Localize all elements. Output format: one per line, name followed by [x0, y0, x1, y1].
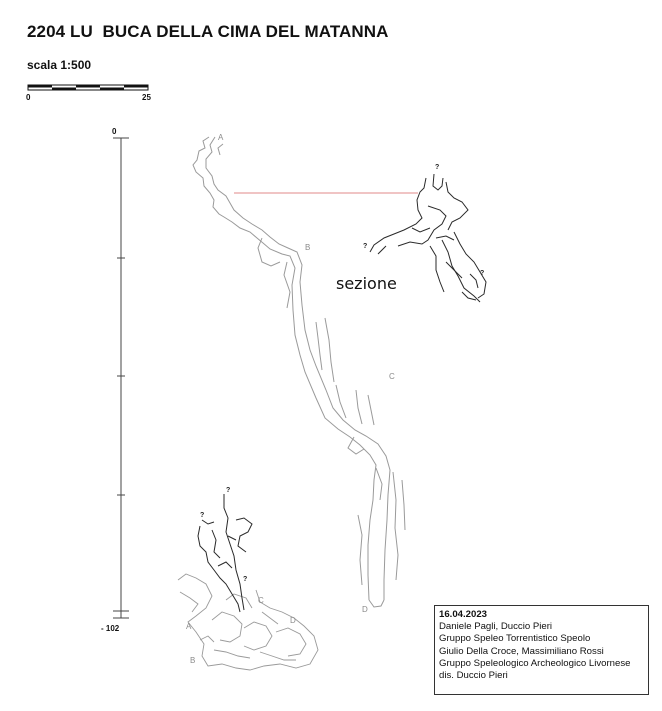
credits-box — [434, 605, 649, 695]
plan-point-c: C — [258, 596, 264, 605]
credits-line: dis. Duccio Pieri — [439, 670, 508, 682]
scale-bar — [28, 85, 148, 90]
plan-point-d: D — [290, 616, 296, 625]
unknown-marker: ? — [200, 512, 205, 519]
credits-line: Gruppo Speleo Torrentistico Speolo — [439, 633, 591, 645]
survey-point-d: D — [362, 605, 368, 614]
credits-line: Giulio Della Croce, Massimiliano Rossi — [439, 645, 604, 657]
section-label: sezione — [336, 274, 397, 293]
survey-point-a: A — [218, 133, 224, 142]
unknown-marker: ? — [363, 243, 368, 250]
scale-end-label: 25 — [142, 93, 151, 102]
scale-start-label: 0 — [26, 93, 31, 102]
credits-date: 16.04.2023 — [439, 609, 488, 620]
plan-point-b: B — [190, 656, 196, 665]
unknown-marker: ? — [435, 164, 440, 171]
credits-line: Daniele Pagli, Duccio Pieri — [439, 621, 553, 633]
plan-point-a: A — [186, 622, 192, 631]
cave-plan-dark — [198, 494, 252, 612]
cave-profile — [193, 137, 405, 607]
cave-plan-grey — [178, 574, 318, 670]
unknown-marker: ? — [243, 576, 248, 583]
credits-line: Gruppo Speleologico Archeologico Livornese — [439, 657, 631, 669]
scale-label: scala 1:500 — [27, 58, 92, 72]
unknown-marker: ? — [226, 487, 231, 494]
depth-top-label: 0 — [112, 127, 117, 136]
map-title: 2204 LU BUCA DELLA CIMA DEL MATANNA — [27, 22, 389, 41]
depth-axis — [113, 138, 129, 618]
depth-bottom-label: - 102 — [101, 624, 120, 633]
unknown-marker: ? — [480, 270, 485, 277]
survey-point-b: B — [305, 243, 311, 252]
survey-point-c: C — [389, 372, 395, 381]
